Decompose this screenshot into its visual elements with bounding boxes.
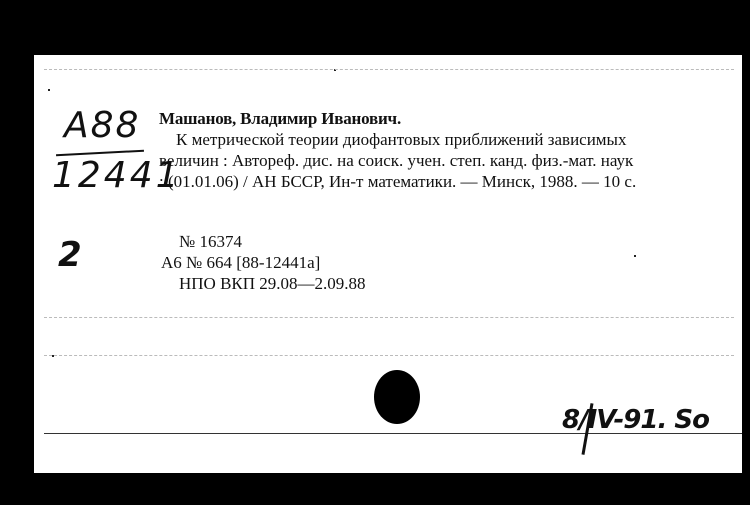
speck [634,255,636,257]
catalog-card [34,55,742,473]
speck [48,89,50,91]
title-line: : (01.01.06) / АН БССР, Ин-т математики. — Минск, 1988. — 10 с. [159,172,637,191]
author-heading: Машанов, Владимир Иванович. [159,109,401,128]
call-number-top: A88 [64,105,141,146]
handwritten-date-note: 8/IV-91. Sо [562,405,709,435]
scan-artifact-line [44,69,734,70]
punch-hole [374,370,420,424]
accession-number: № 16374 [179,232,242,251]
call-number-bottom: 12441 [52,155,182,196]
inventory-note: А6 № 664 [88-12441а] [161,253,321,272]
scan-artifact-line [44,317,734,318]
title-line: К метрической теории диофантовых приближений зависимых [176,130,627,149]
scan-artifact-line [44,355,734,356]
handwritten-mark: 2 [58,235,82,275]
registration-note: НПО ВКП 29.08—2.09.88 [179,274,366,293]
title-line: величин : Автореф. дис. на соиск. учен. степ. канд. физ.-мат. наук [159,151,634,170]
